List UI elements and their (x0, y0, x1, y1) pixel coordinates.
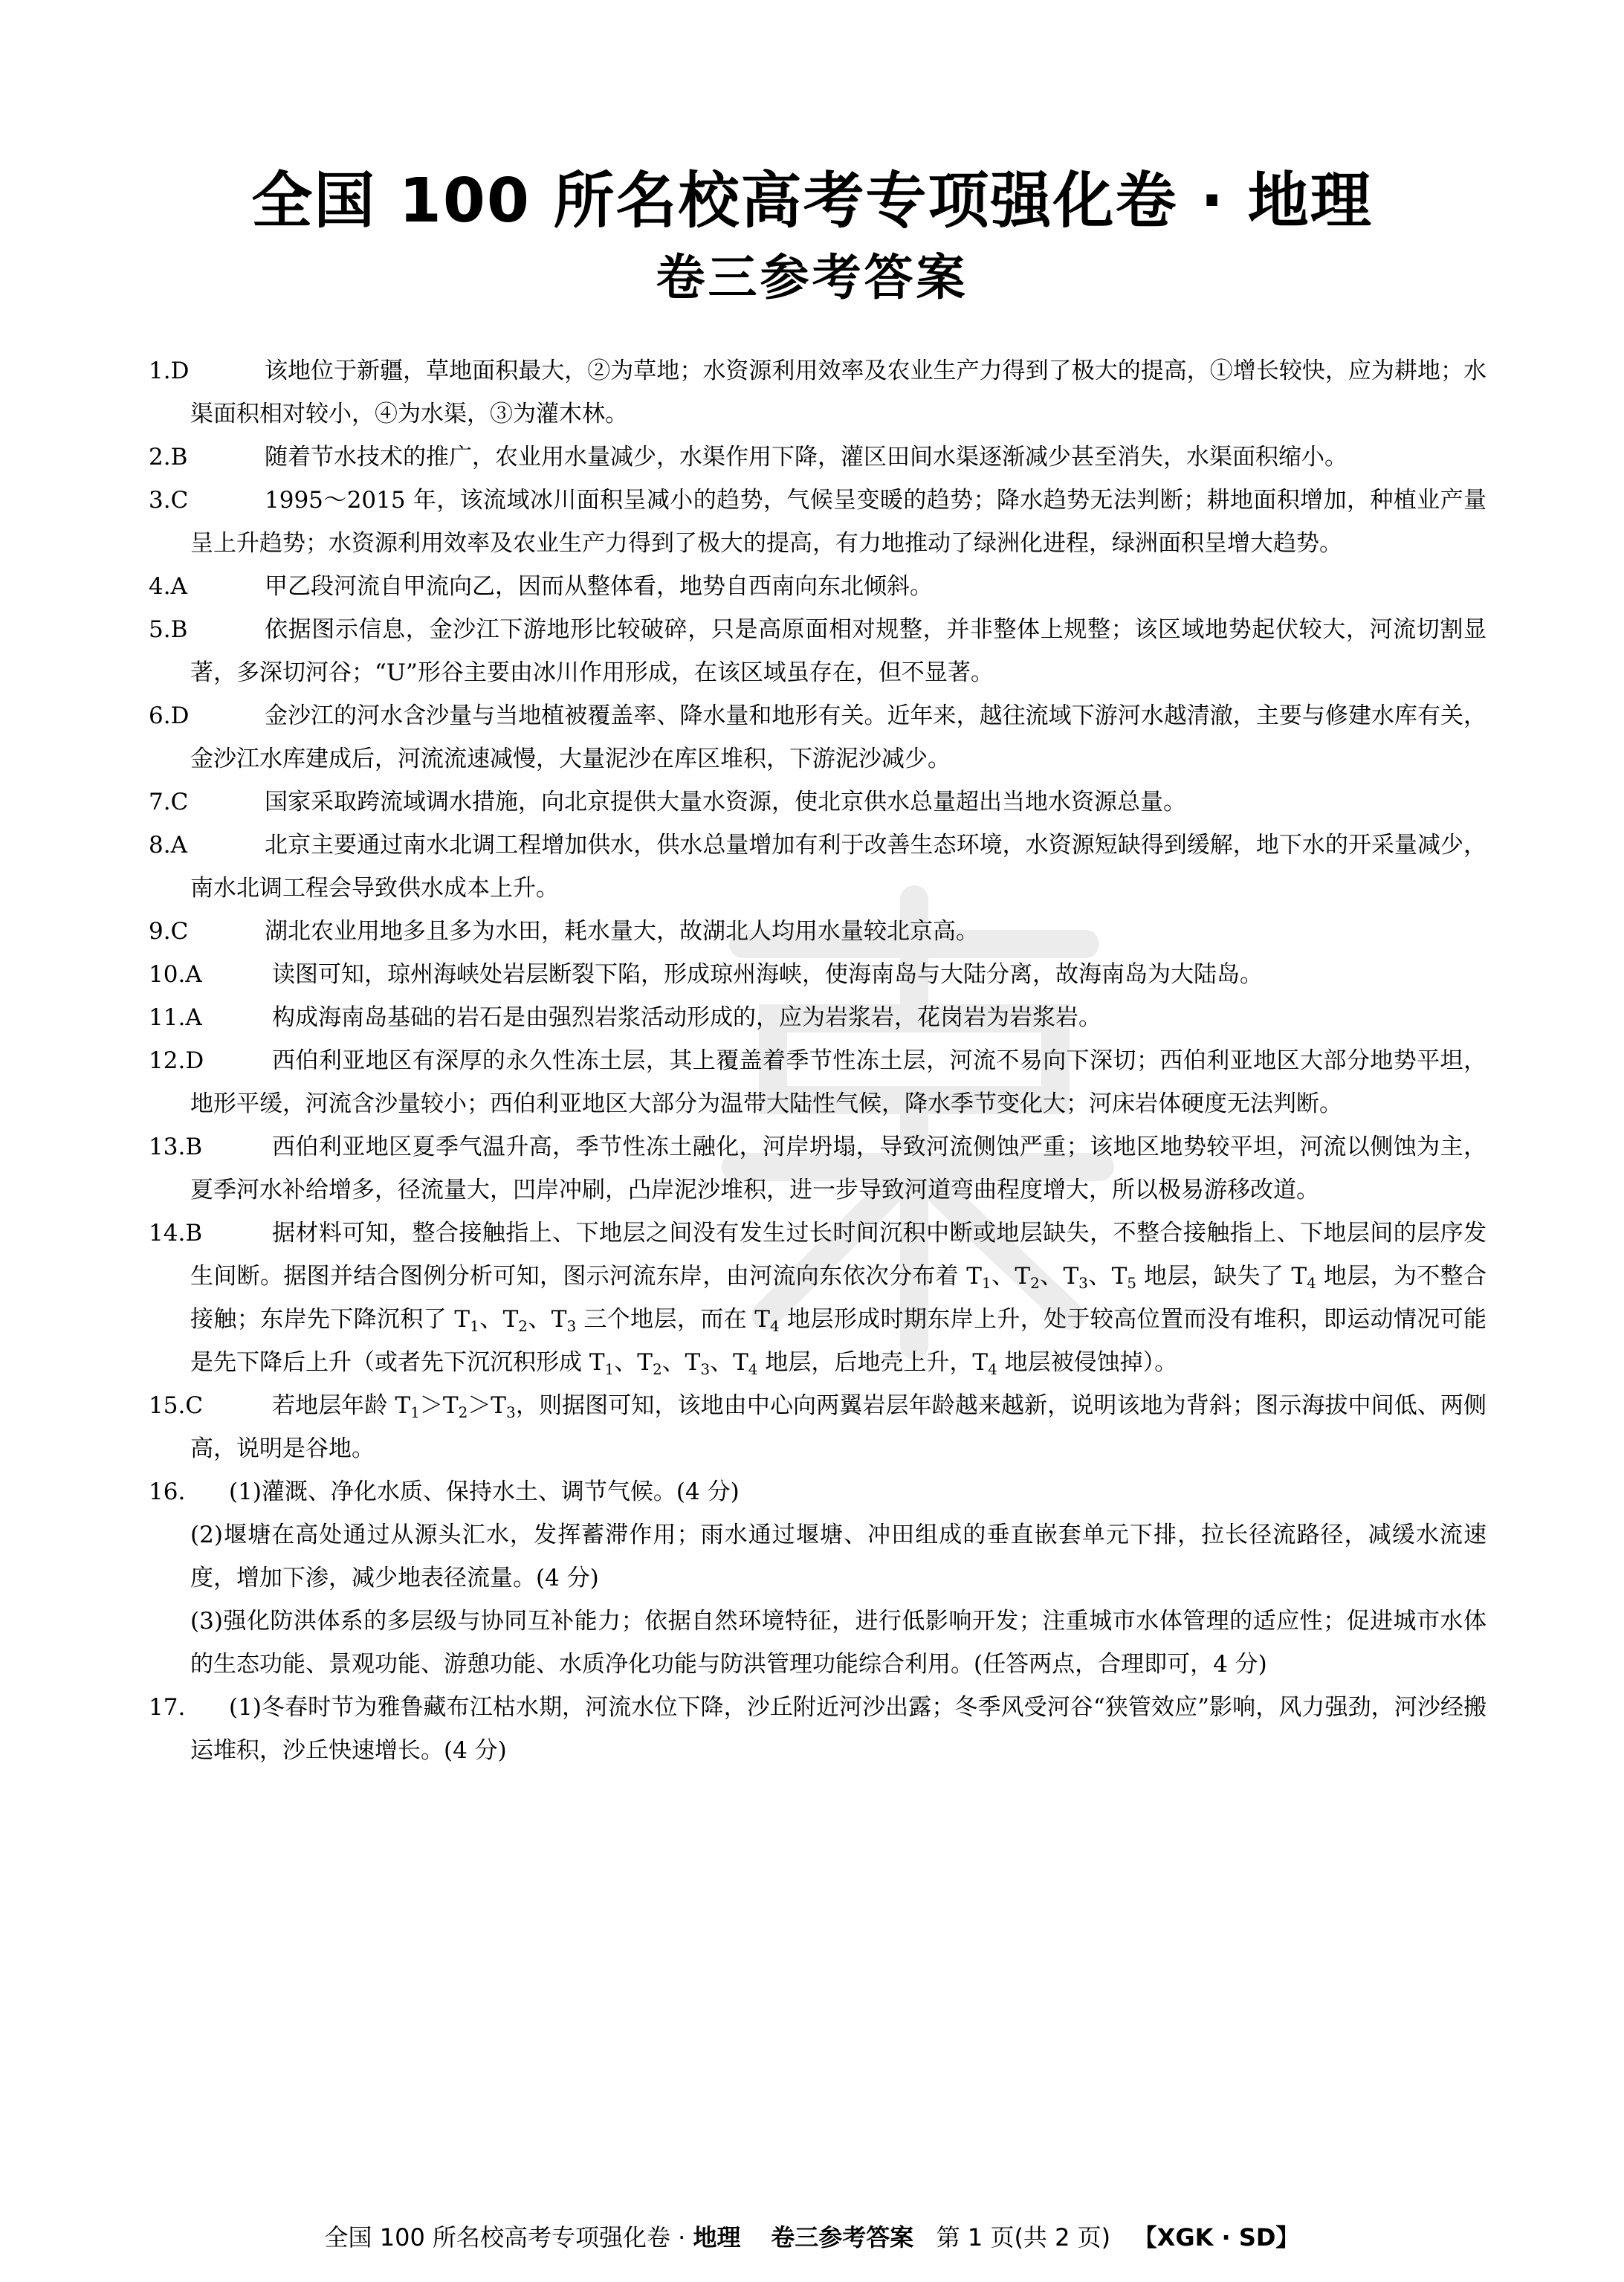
page-subtitle: 卷三参考答案 (656, 249, 968, 306)
answer-number: 6.D (149, 702, 190, 729)
answer-number: 11.A (149, 1004, 202, 1031)
answer-number: 12.D (149, 1047, 204, 1074)
answer-choice: A (185, 961, 202, 988)
answer-choice: A (170, 573, 187, 600)
answer-number: 13.B (149, 1134, 203, 1160)
answer-explanation: 金沙江的河水含沙量与当地植被覆盖率、降水量和地形有关。近年来，越往流域下游河水越清澈，主要与修建水库有关，金沙江水库建成后，河流流速减慢，大量泥沙在库区堆积，下游泥沙减少。 (190, 702, 1486, 772)
answer-item-4 (149, 565, 1486, 608)
footer-code: 【XGK · SD】 (1133, 2223, 1300, 2252)
answer-item-13 (149, 1125, 1486, 1212)
answer-explanation: 西伯利亚地区夏季气温升高，季节性冻土融化，河岸坍塌，导致河流侧蚀严重；该地区地势较平坦，河流以侧蚀为主，夏季河水补给增多，径流量大，凹岸冲刷，凸岸泥沙堆积，进一步导致河道弯曲程度增大，所以极易游移改道。 (190, 1134, 1486, 1203)
answer-item-6 (149, 694, 1486, 780)
answer-explanation: 西伯利亚地区有深厚的永久性冻土层，其上覆盖着季节性冻土层，河流不易向下深切；西伯利亚地区大部分地势平坦，地形平缓，河流含沙量较小；西伯利亚地区大部分为温带大陆性气候，降水季节变化大；河床岩体硬度无法判断。 (190, 1047, 1486, 1117)
answer-item-1 (149, 349, 1486, 436)
answer-list (149, 349, 1486, 1772)
answer-explanation: 甲乙段河流自甲流向乙，因而从整体看，地势自西南向东北倾斜。 (265, 573, 933, 600)
answer-choice: A (185, 1004, 202, 1031)
answer-number: 4.A (149, 573, 187, 600)
page-title: 全国 100 所名校高考专项强化卷 · 地理 (251, 166, 1373, 236)
answer-explanation: 国家采取跨流域调水措施，向北京提供大量水资源，使北京供水总量超出当地水资源总量。 (265, 789, 1186, 815)
answer-choice: B (170, 616, 188, 643)
answer-explanation: 随着节水技术的推广，农业用水量减少，水渠作用下降，灌区田间水渠逐渐减少甚至消失，水渠面积缩小。 (265, 444, 1348, 471)
answer-choice: D (185, 1047, 204, 1074)
answer-item-12 (149, 1039, 1486, 1125)
answer-item-8 (149, 824, 1486, 910)
answer-explanation: 构成海南岛基础的岩石是由强烈岩浆活动形成的，应为岩浆岩，花岗岩为岩浆岩。 (272, 1004, 1101, 1031)
answer-number: 15.C (149, 1392, 204, 1419)
answer-choice: C (170, 918, 189, 945)
answer-choice: B (185, 1134, 203, 1160)
answer-item-7 (149, 780, 1486, 824)
answer-number: 5.B (149, 616, 188, 643)
answer-number: 7.C (149, 789, 189, 815)
answer-item-15 (149, 1384, 1486, 1470)
answer-item-17 (149, 1686, 1486, 1772)
answer-choice: B (185, 1220, 203, 1247)
answer-number: 2.B (149, 444, 188, 471)
answer-number: 14.B (149, 1220, 203, 1247)
answer-number: 16. (149, 1478, 186, 1505)
answer-item-10 (149, 953, 1486, 996)
answer-choice: C (170, 789, 189, 815)
answer-number: 17. (149, 1694, 186, 1721)
answer-choice: C (170, 487, 189, 514)
answer-explanation: 据材料可知，整合接触指上、下地层之间没有发生过长时间沉积中断或地层缺失，不整合接触指上、下地层间的层序发生间断。据图并结合图例分析可知，图示河流东岸，由河流向东依次分布着 $T_1$、$T_2$、$T_3$、$T_5$ 地层，缺失了 $T_4$ 地层，为不整合接触；东岸先下降沉积了 $T_1$、$T_2$、$T_3$ 三个地层，而在 $T_4$ 地层形成时期东岸上升，处于较高位置而没有堆积，即运动情况可能是先下降后上升（或者先下沉沉积形成 $T_1$、$T_2$、$T_3$、$T_4$ 地层，后地壳上升，$T_4$ 地层被侵蚀掉）。 (190, 1220, 1487, 1378)
answer-explanation: 依据图示信息，金沙江下游地形比较破碎，只是高原面相对规整，并非整体上规整；该区域地势起伏较大，河流切割显著，多深切河谷；“U”形谷主要由冰川作用形成，在该区域虽存在，但不显著。 (190, 616, 1486, 686)
answer-item-16 (149, 1470, 1486, 1686)
answer-item-3 (149, 479, 1486, 565)
answer-item-5 (149, 608, 1486, 694)
answer-part: (1)灌溉、净化水质、保持水土、调节气候。(4 分) (229, 1478, 740, 1505)
answer-choice: A (170, 832, 187, 859)
answer-item-9 (149, 910, 1486, 953)
answer-number: 8.A (149, 832, 187, 859)
answer-item-11 (149, 996, 1486, 1039)
footer-paper: 卷三参考答案 (771, 2223, 914, 2252)
answer-part: (3)强化防洪体系的多层级与协同互补能力；依据自然环境特征，进行低影响开发；注重城市水体管理的适应性；促进城市水体的生态功能、景观功能、游憩功能、水质净化功能与防洪管理功能综合利用。(任答两点，合理即可，4 分) (190, 1608, 1486, 1678)
footer-subject: 地理 (693, 2223, 741, 2252)
page-footer (0, 2219, 1624, 2253)
answer-item-2 (149, 436, 1486, 479)
answer-choice: D (170, 358, 190, 384)
answer-number: 9.C (149, 918, 189, 945)
answer-number: 1.D (149, 358, 190, 384)
answer-part: (2)堰塘在高处通过从源头汇水，发挥蓄滞作用；雨水通过堰塘、冲田组成的垂直嵌套单元下排，拉长径流路径，减缓水流速度，增加下渗，减少地表径流量。(4 分) (190, 1522, 1486, 1591)
answer-explanation: 读图可知，琼州海峡处岩层断裂下陷，形成琼州海峡，使海南岛与大陆分离，故海南岛为大陆岛。 (272, 961, 1263, 988)
answer-explanation: 该地位于新疆，草地面积最大，②为草地；水资源利用效率及农业生产力得到了极大的提高，①增长较快，应为耕地；水渠面积相对较小，④为水渠，③为灌木林。 (190, 358, 1486, 427)
answer-number: 3.C (149, 487, 189, 514)
answer-choice: C (185, 1392, 204, 1419)
answer-explanation: 湖北农业用地多且多为水田，耗水量大，故湖北人均用水量较北京高。 (265, 918, 979, 945)
answer-explanation: 北京主要通过南水北调工程增加供水，供水总量增加有利于改善生态环境，水资源短缺得到缓解，地下水的开采量减少，南水北调工程会导致供水成本上升。 (190, 832, 1486, 902)
answer-explanation: 若地层年龄 $T_1>T_2>T_3$，则据图可知，该地由中心向两翼岩层年龄越来越新，说明该地为背斜；图示海拔中间低、两侧高，说明是谷地。 (190, 1392, 1487, 1462)
answer-choice: B (170, 444, 188, 471)
footer-page: 第 1 页(共 2 页) (936, 2223, 1111, 2252)
answer-choice: D (170, 702, 190, 729)
answer-explanation: 1995～2015 年，该流域冰川面积呈减小的趋势，气候呈变暖的趋势；降水趋势无法判断；耕地面积增加，种植业产量呈上升趋势；水资源利用效率及农业生产力得到了极大的提高，有力地推动了绿洲化进程，绿洲面积呈增大趋势。 (190, 487, 1486, 557)
answer-item-14 (149, 1212, 1486, 1384)
footer-series: 全国 100 所名校高考专项强化卷 · (324, 2223, 686, 2252)
answer-part: (1)冬春时节为雅鲁藏布江枯水期，河流水位下降，沙丘附近河沙出露；冬季风受河谷“狭管效应”影响，风力强劲，河沙经搬运堆积，沙丘快速增长。(4 分) (190, 1694, 1486, 1764)
answer-number: 10.A (149, 961, 202, 988)
